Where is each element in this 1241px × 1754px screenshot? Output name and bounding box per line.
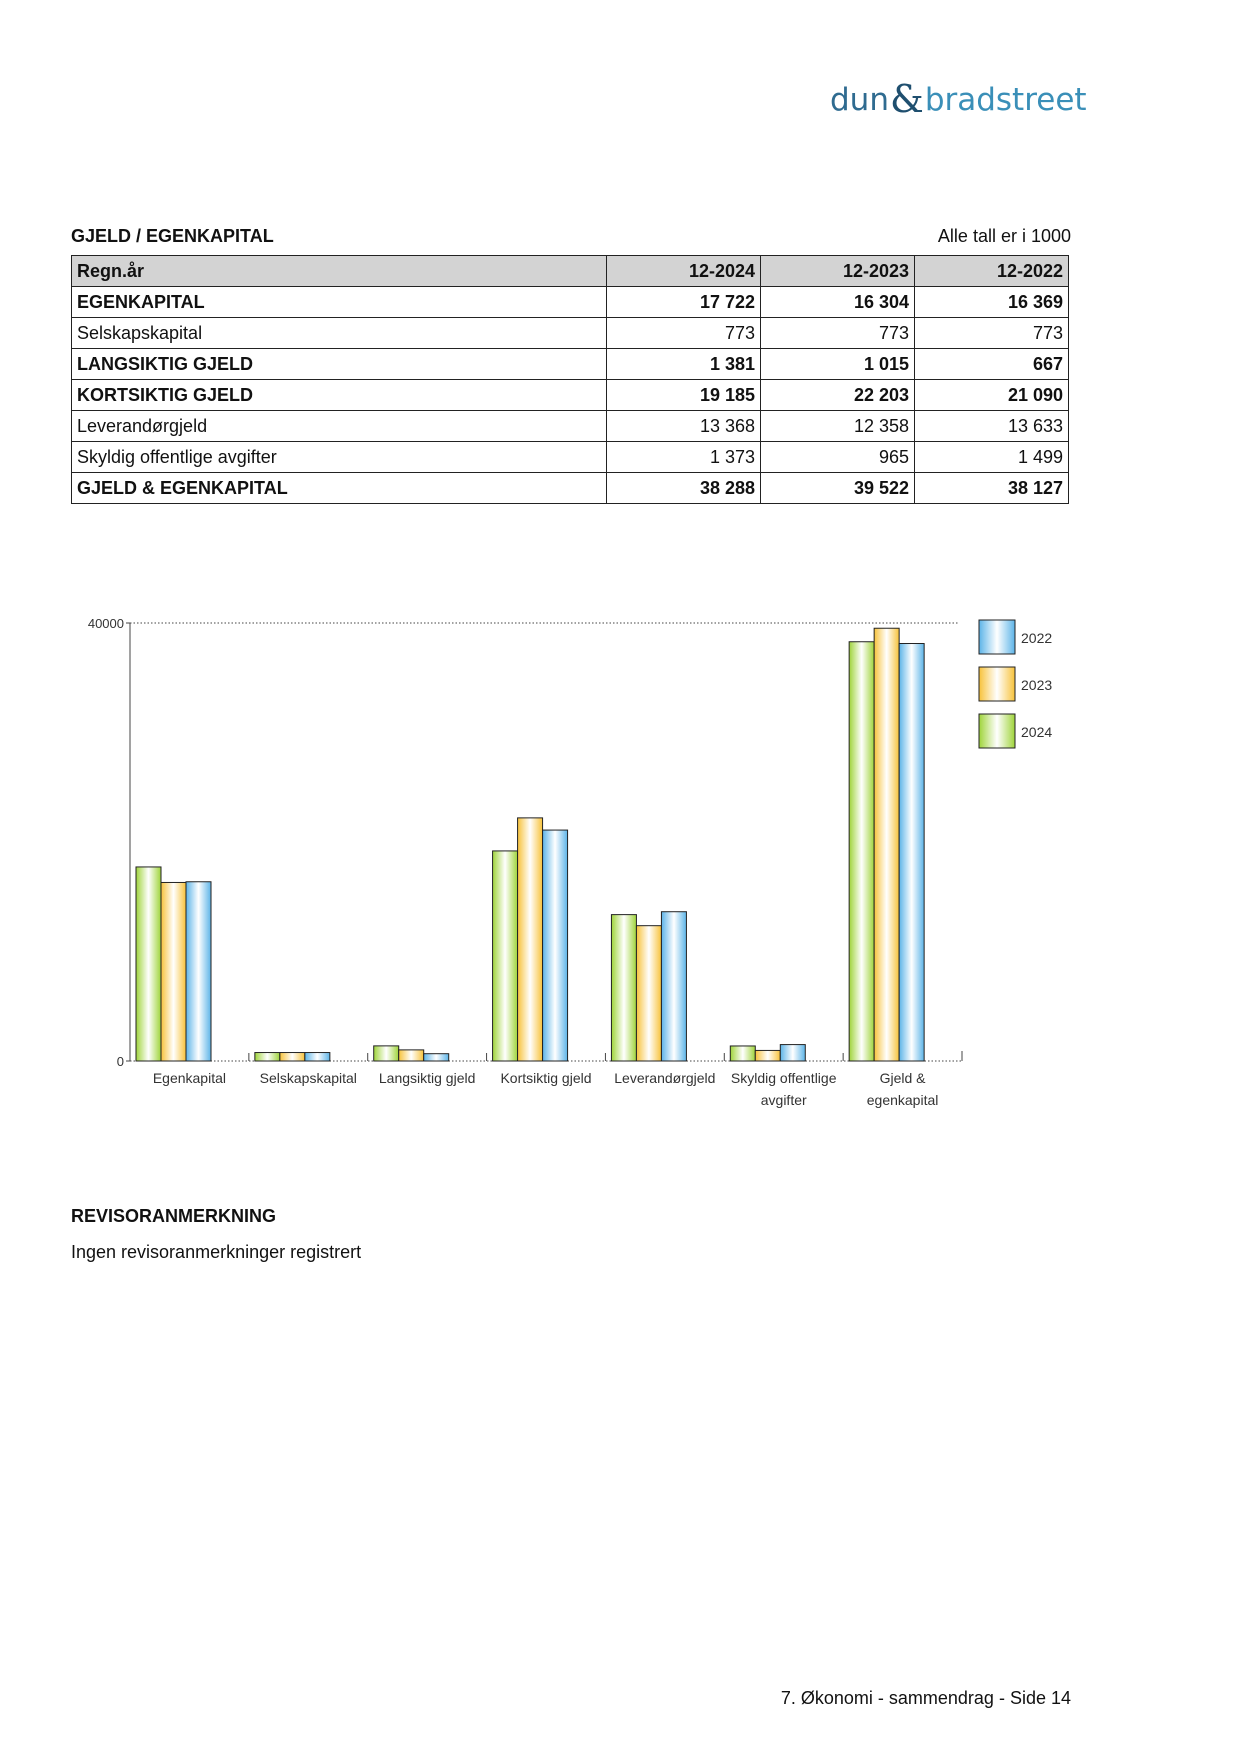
x-category-label: Langsiktig gjeld xyxy=(378,1070,476,1086)
bar-2022 xyxy=(661,912,686,1061)
table-row xyxy=(72,473,1069,504)
row-label: GJELD & EGENKAPITAL xyxy=(72,473,607,504)
table-row xyxy=(72,318,1069,349)
column-header-period: 12-2023 xyxy=(761,256,915,287)
row-label: LANGSIKTIG GJELD xyxy=(72,349,607,380)
column-header-period: 12-2024 xyxy=(607,256,761,287)
row-value: 773 xyxy=(607,318,761,349)
table-header-row xyxy=(72,256,1069,287)
bar-2023 xyxy=(874,628,899,1061)
table-row xyxy=(72,380,1069,411)
row-value: 773 xyxy=(761,318,915,349)
y-tick-label: 0 xyxy=(116,1054,124,1069)
bar-2022 xyxy=(543,830,568,1061)
row-value: 21 090 xyxy=(915,380,1069,411)
bar-2023 xyxy=(755,1050,780,1061)
row-label: EGENKAPITAL xyxy=(72,287,607,318)
row-value: 38 127 xyxy=(915,473,1069,504)
row-value: 13 633 xyxy=(915,411,1069,442)
bar-2023 xyxy=(280,1053,305,1061)
legend-label: 2024 xyxy=(1021,724,1053,740)
bar-2023 xyxy=(399,1050,424,1061)
row-value: 16 304 xyxy=(761,287,915,318)
row-value: 13 368 xyxy=(607,411,761,442)
table-row xyxy=(72,411,1069,442)
bar-2023 xyxy=(518,818,543,1061)
legend-swatch-2023 xyxy=(979,667,1015,701)
logo-text-bradstreet: bradstreet xyxy=(924,82,1087,118)
row-value: 19 185 xyxy=(607,380,761,411)
row-value: 965 xyxy=(761,442,915,473)
bar-2024 xyxy=(136,867,161,1061)
row-value: 667 xyxy=(915,349,1069,380)
bar-2023 xyxy=(636,926,661,1061)
legend-label: 2022 xyxy=(1021,630,1053,646)
row-value: 1 499 xyxy=(915,442,1069,473)
row-value: 22 203 xyxy=(761,380,915,411)
row-value: 1 373 xyxy=(607,442,761,473)
row-value: 12 358 xyxy=(761,411,915,442)
dun-bradstreet-logo xyxy=(830,77,1087,122)
bar-2022 xyxy=(186,882,211,1061)
audit-remark-text: Ingen revisoranmerkninger registrert xyxy=(71,1242,362,1262)
x-category-label: egenkapital xyxy=(866,1092,939,1108)
bar-2023 xyxy=(161,882,186,1061)
row-label: Skyldig offentlige avgifter xyxy=(72,442,607,473)
row-value: 17 722 xyxy=(607,287,761,318)
row-value: 773 xyxy=(915,318,1069,349)
column-header-label: Regn.år xyxy=(72,256,607,287)
row-value: 1 381 xyxy=(607,349,761,380)
x-category-label: Kortsiktig gjeld xyxy=(500,1070,592,1086)
bar-2024 xyxy=(255,1053,280,1061)
table-row xyxy=(72,442,1069,473)
debt-section-title: GJELD / EGENKAPITAL xyxy=(71,226,274,246)
row-value: 16 369 xyxy=(915,287,1069,318)
bar-2022 xyxy=(305,1053,330,1061)
column-header-period: 12-2022 xyxy=(915,256,1069,287)
bar-2024 xyxy=(611,915,636,1061)
bar-2024 xyxy=(849,642,874,1061)
y-tick-label: 40000 xyxy=(87,616,124,631)
legend-label: 2023 xyxy=(1021,677,1053,693)
row-label: KORTSIKTIG GJELD xyxy=(72,380,607,411)
x-category-label: Gjeld & xyxy=(879,1070,926,1086)
table-row xyxy=(72,349,1069,380)
row-value: 38 288 xyxy=(607,473,761,504)
debt-equity-table xyxy=(71,255,1069,504)
logo-ampersand: & xyxy=(889,77,924,121)
bar-2024 xyxy=(730,1046,755,1061)
row-value: 39 522 xyxy=(761,473,915,504)
row-label: Leverandørgjeld xyxy=(72,411,607,442)
legend-swatch-2024 xyxy=(979,714,1015,748)
x-category-label: avgifter xyxy=(760,1092,807,1108)
x-category-label: Leverandørgjeld xyxy=(614,1070,716,1086)
logo-text-dun: dun xyxy=(830,82,889,118)
x-category-label: Skyldig offentlige xyxy=(730,1070,837,1086)
audit-section-title: REVISORANMERKNING xyxy=(71,1206,277,1226)
table-row xyxy=(72,287,1069,318)
page-footer: 7. Økonomi - sammendrag - Side 14 xyxy=(780,1688,1071,1708)
x-category-label: Selskapskapital xyxy=(259,1070,357,1086)
unit-note: Alle tall er i 1000 xyxy=(937,226,1071,246)
bar-2024 xyxy=(374,1046,399,1061)
bar-2022 xyxy=(899,644,924,1061)
row-value: 1 015 xyxy=(761,349,915,380)
row-label: Selskapskapital xyxy=(72,318,607,349)
bar-2022 xyxy=(780,1045,805,1061)
bar-2022 xyxy=(424,1054,449,1061)
debt-equity-bar-chart xyxy=(70,600,1090,1130)
x-category-label: Egenkapital xyxy=(152,1070,227,1086)
legend-swatch-2022 xyxy=(979,620,1015,654)
bar-2024 xyxy=(493,851,518,1061)
